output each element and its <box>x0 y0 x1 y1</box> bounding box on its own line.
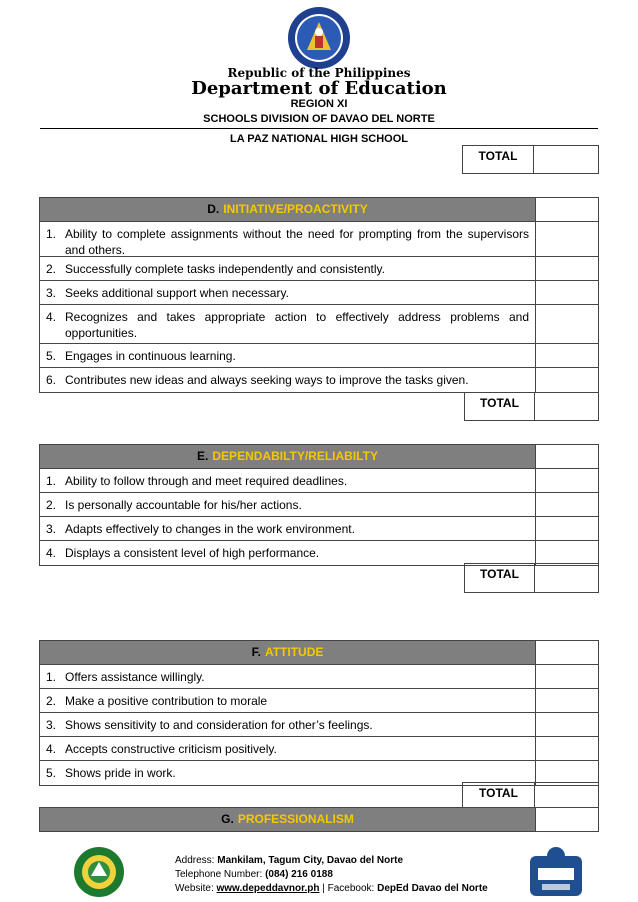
criteria-number: 3. <box>46 286 57 300</box>
criteria-label: Shows sensitivity to and consideration for other’s feelings. <box>65 718 373 732</box>
website-link[interactable]: www.depeddavnor.ph <box>216 883 320 894</box>
total-box-f <box>462 782 599 808</box>
criteria-number: 5. <box>46 349 57 363</box>
criteria-text <box>40 493 536 516</box>
criteria-label: Successfully complete tasks independently and consistently. <box>65 262 385 276</box>
criteria-number: 1. <box>46 227 57 241</box>
footer-contact <box>175 854 488 896</box>
facebook-label: | Facebook: <box>319 883 378 894</box>
section-title <box>40 808 536 831</box>
criteria-text <box>40 737 536 760</box>
section-g-header <box>39 807 599 832</box>
section-header <box>40 445 598 469</box>
section-title <box>40 198 536 221</box>
division-heading: SCHOOLS DIVISION OF DAVAO DEL NORTE <box>203 113 435 125</box>
criteria-number: 4. <box>46 546 57 560</box>
score-cell[interactable] <box>536 713 598 736</box>
score-cell[interactable] <box>536 641 598 664</box>
section-letter: E. <box>197 449 209 463</box>
score-cell[interactable] <box>536 281 598 304</box>
section-header <box>40 641 598 665</box>
division-seal-logo <box>73 846 125 898</box>
criteria-text <box>40 368 536 392</box>
criteria-label: Make a positive contribution to morale <box>65 694 268 708</box>
criteria-row <box>40 469 598 493</box>
criteria-text <box>40 281 536 304</box>
school-heading: LA PAZ NATIONAL HIGH SCHOOL <box>229 133 409 145</box>
score-cell[interactable] <box>536 517 598 540</box>
phone-label: Telephone Number: <box>175 869 266 880</box>
criteria-number: 3. <box>46 718 57 732</box>
criteria-text <box>40 344 536 367</box>
criteria-row <box>40 257 598 281</box>
score-cell[interactable] <box>536 689 598 712</box>
criteria-text <box>40 689 536 712</box>
department-heading: Department of Education <box>191 78 447 99</box>
section-header <box>40 198 598 222</box>
criteria-row <box>40 368 598 392</box>
criteria-label: Recognizes and takes appropriate action to effectively address problems and opportunities. <box>65 310 529 340</box>
section-letter: F. <box>251 645 261 659</box>
criteria-number: 1. <box>46 670 57 684</box>
section-letter: D. <box>207 202 220 216</box>
criteria-row <box>40 517 598 541</box>
criteria-text <box>40 305 536 343</box>
website-label: Website: <box>175 883 217 894</box>
section-title <box>40 641 536 664</box>
phone-value: (084) 216 0188 <box>265 869 333 880</box>
score-cell[interactable] <box>536 493 598 516</box>
criteria-number: 3. <box>46 522 57 536</box>
score-cell[interactable] <box>536 305 598 343</box>
criteria-text <box>40 713 536 736</box>
criteria-number: 2. <box>46 498 57 512</box>
criteria-row <box>40 222 598 257</box>
total-box-e <box>464 563 599 593</box>
section-d-table <box>39 197 599 393</box>
republic-heading: Republic of the Philippines <box>227 66 411 80</box>
header-divider <box>40 128 598 129</box>
criteria-number: 5. <box>46 766 57 780</box>
score-cell[interactable] <box>536 665 598 688</box>
criteria-row <box>40 689 598 713</box>
criteria-label: Seeks additional support when necessary. <box>65 286 289 300</box>
criteria-label: Adapts effectively to changes in the work environment. <box>65 522 355 536</box>
address-label: Address: <box>175 855 218 866</box>
score-cell[interactable] <box>536 469 598 492</box>
total-value-cell[interactable] <box>535 783 598 807</box>
score-cell[interactable] <box>536 198 598 221</box>
deped-seal-logo <box>287 6 351 70</box>
total-label: TOTAL <box>465 564 535 592</box>
score-cell[interactable] <box>536 257 598 280</box>
criteria-number: 4. <box>46 742 57 756</box>
criteria-text <box>40 257 536 280</box>
footer-phone-line <box>175 868 488 882</box>
total-value-cell[interactable] <box>534 146 598 173</box>
criteria-text <box>40 517 536 540</box>
section-e-table <box>39 444 599 566</box>
criteria-number: 2. <box>46 262 57 276</box>
score-cell[interactable] <box>536 445 598 468</box>
region-heading: REGION XI <box>290 98 348 110</box>
criteria-row <box>40 344 598 368</box>
criteria-label: Ability to follow through and meet required deadlines. <box>65 474 348 488</box>
total-value-cell[interactable] <box>535 393 598 420</box>
criteria-number: 4. <box>46 310 57 324</box>
total-value-cell[interactable] <box>535 564 598 592</box>
criteria-number: 6. <box>46 373 57 387</box>
total-label: TOTAL <box>463 783 535 807</box>
footer-address-line <box>175 854 488 868</box>
section-title-text: ATTITUDE <box>264 645 324 659</box>
criteria-label: Displays a consistent level of high performance. <box>65 546 320 560</box>
total-box-top <box>462 145 599 174</box>
section-title-text: PROFESSIONALISM <box>237 812 354 826</box>
score-cell[interactable] <box>536 344 598 367</box>
address-value: Mankilam, Tagum City, Davao del Norte <box>217 855 404 866</box>
criteria-label: Offers assistance willingly. <box>65 670 205 684</box>
score-cell[interactable] <box>536 368 598 392</box>
section-f-table <box>39 640 599 786</box>
criteria-label: Engages in continuous learning. <box>65 349 236 363</box>
criteria-text <box>40 541 536 565</box>
score-cell[interactable] <box>536 222 598 256</box>
criteria-text <box>40 222 536 256</box>
total-box-d <box>464 392 599 421</box>
criteria-text <box>40 665 536 688</box>
section-title-text: INITIATIVE/PROACTIVITY <box>223 202 368 216</box>
criteria-text <box>40 469 536 492</box>
criteria-label: Contributes new ideas and always seeking ways to improve the tasks given. <box>65 373 469 387</box>
total-label: TOTAL <box>463 146 534 173</box>
criteria-number: 1. <box>46 474 57 488</box>
footer-web-line <box>175 882 488 896</box>
criteria-label: Accepts constructive criticism positively. <box>65 742 277 756</box>
criteria-row <box>40 737 598 761</box>
criteria-row <box>40 281 598 305</box>
criteria-row <box>40 713 598 737</box>
criteria-number: 2. <box>46 694 57 708</box>
facebook-value: DepEd Davao del Norte <box>377 883 488 894</box>
criteria-label: Is personally accountable for his/her actions. <box>65 498 302 512</box>
section-title-text: DEPENDABILTY/RELIABILTY <box>212 449 378 463</box>
criteria-label: Ability to complete assignments without the need for prompting from the supervisors and others. <box>65 227 529 257</box>
section-title <box>40 445 536 468</box>
criteria-row <box>40 305 598 344</box>
score-cell[interactable] <box>536 737 598 760</box>
criteria-row <box>40 541 598 565</box>
tuv-certification-logo <box>528 846 584 898</box>
criteria-row <box>40 493 598 517</box>
total-label: TOTAL <box>465 393 535 420</box>
criteria-label: Shows pride in work. <box>65 766 176 780</box>
section-letter: G. <box>221 812 234 826</box>
score-cell[interactable] <box>536 541 598 565</box>
criteria-row <box>40 665 598 689</box>
score-cell[interactable] <box>536 808 598 831</box>
